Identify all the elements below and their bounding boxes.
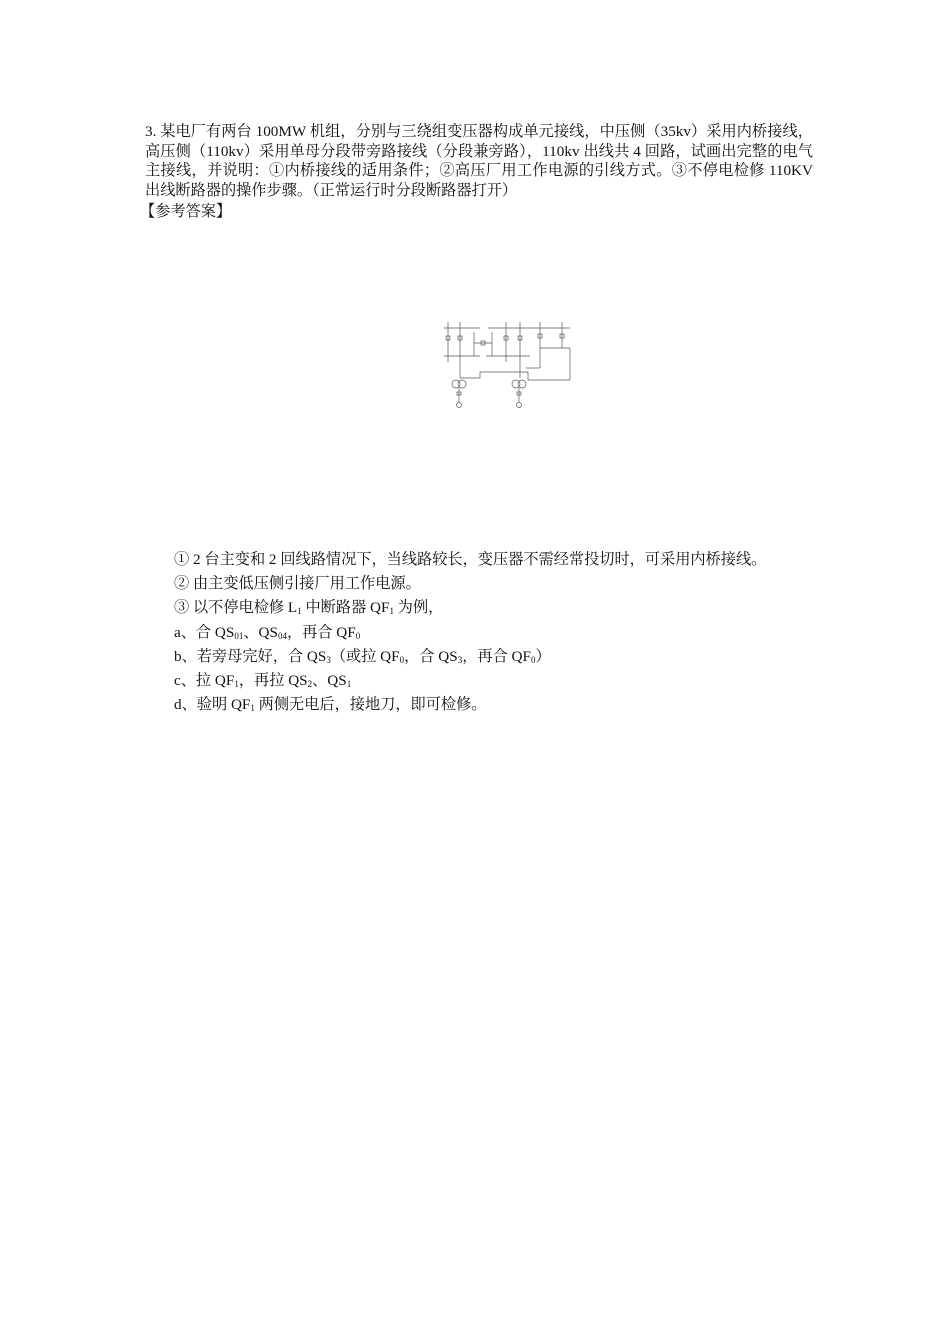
step-b: b、若旁母完好，合 $QS_3$（或拉 $QF_0$，合 $QS_3$，再合 $QF_0$） xyxy=(174,647,551,665)
answer-item-1: ① 2 台主变和 2 回线路情况下，当线路较长，变压器不需经常投切时，可采用内桥接线。 xyxy=(174,551,767,568)
step-d: d、验明 $QF_1$ 两侧无电后，接地刀，即可检修。 xyxy=(174,696,487,714)
answer-header: 【参考答案】 xyxy=(140,203,232,220)
answer-item-3: ③ 以不停电检修 $L_1$ 中断路器 $QF_1$ 为例， xyxy=(174,599,444,617)
main-wiring-diagram xyxy=(440,318,580,410)
question-text: 3. 某电厂有两台 100MW 机组，分别与三绕组变压器构成单元接线，中压侧（35kv）采用内桥接线，高压侧（110kv）采用单母分段带旁路接线（分段兼旁路），110kv 出线共 4 回路，试画出完整的电气主接线，并说明：①内桥接线的适用条件；②高压厂用工作电源的引线方式。③不停电检修 110KV 出线断路器的操作步骤。（正常运行时分段断路器打开） xyxy=(145,123,813,199)
step-c: c、拉 $QF_1$，再拉 $QS_2$、$QS_1$ xyxy=(174,671,352,689)
step-a: a、合 $QS_{01}$、$QS_{04}$，再合 $QF_0$ xyxy=(174,623,361,641)
answer-item-2: ② 由主变低压侧引接厂用工作电源。 xyxy=(174,575,421,593)
answer-list xyxy=(174,548,766,717)
